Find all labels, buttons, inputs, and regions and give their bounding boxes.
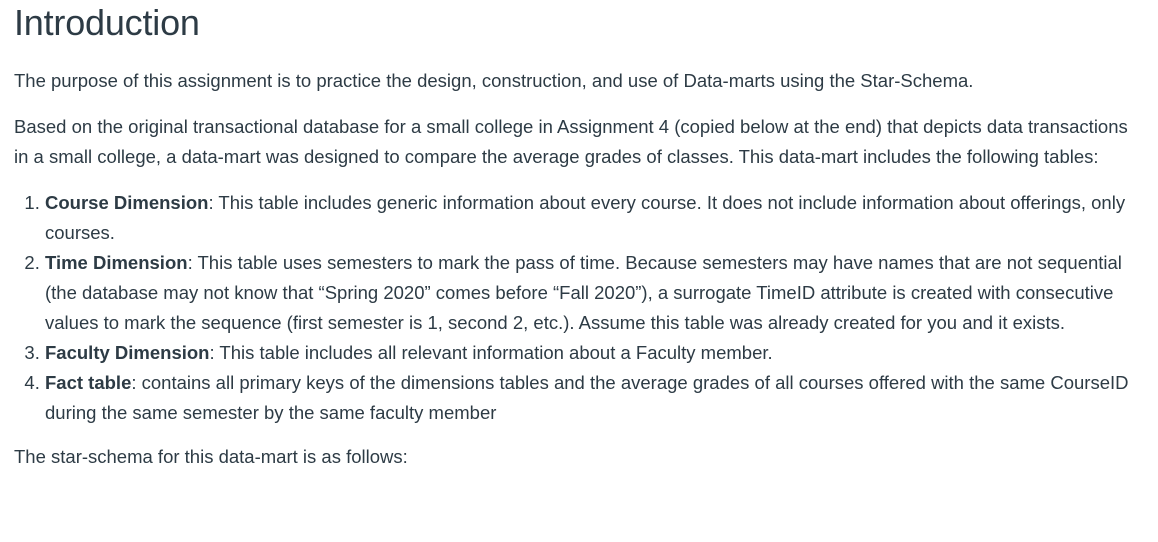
background-paragraph: Based on the original transactional database for a small college in Assignment 4 (copied below at the end) that depicts data transactions in a small college, a data-mart was designed to compare the average grades of classes. This data-mart includes the following tables: xyxy=(14,116,1128,167)
list-item-term: Time Dimension xyxy=(45,252,188,273)
list-item-faculty-dimension xyxy=(45,338,1144,368)
list-item-term: Fact table xyxy=(45,372,132,393)
list-item-term: Faculty Dimension xyxy=(45,342,210,363)
list-item-time-dimension xyxy=(45,248,1144,338)
list-item-description: : This table includes generic information about every course. It does not include information about offerings, only courses. xyxy=(45,192,1126,243)
page-title: Introduction xyxy=(14,2,200,43)
tables-list xyxy=(14,188,1144,428)
list-item-course-dimension xyxy=(45,188,1144,248)
list-item-fact-table xyxy=(45,368,1144,428)
list-item-description: : contains all primary keys of the dimensions tables and the average grades of all courses offered with the same CourseID during the same semester by the same faculty member xyxy=(45,372,1129,423)
purpose-paragraph: The purpose of this assignment is to practice the design, construction, and use of Data-marts using the Star-Schema. xyxy=(14,70,974,91)
list-item-description: : This table includes all relevant information about a Faculty member. xyxy=(209,342,773,363)
star-schema-intro: The star-schema for this data-mart is as follows: xyxy=(14,446,408,467)
list-item-term: Course Dimension xyxy=(45,192,209,213)
list-item-description: : This table uses semesters to mark the pass of time. Because semesters may have names that are not sequential (the database may not know that “Spring 2020” comes before “Fall 2020”), a surrogate TimeID attribute is created with consecutive values to mark the sequence (first semester is 1, second 2, etc.). Assume this table was already created for you and it exists. xyxy=(45,252,1122,333)
